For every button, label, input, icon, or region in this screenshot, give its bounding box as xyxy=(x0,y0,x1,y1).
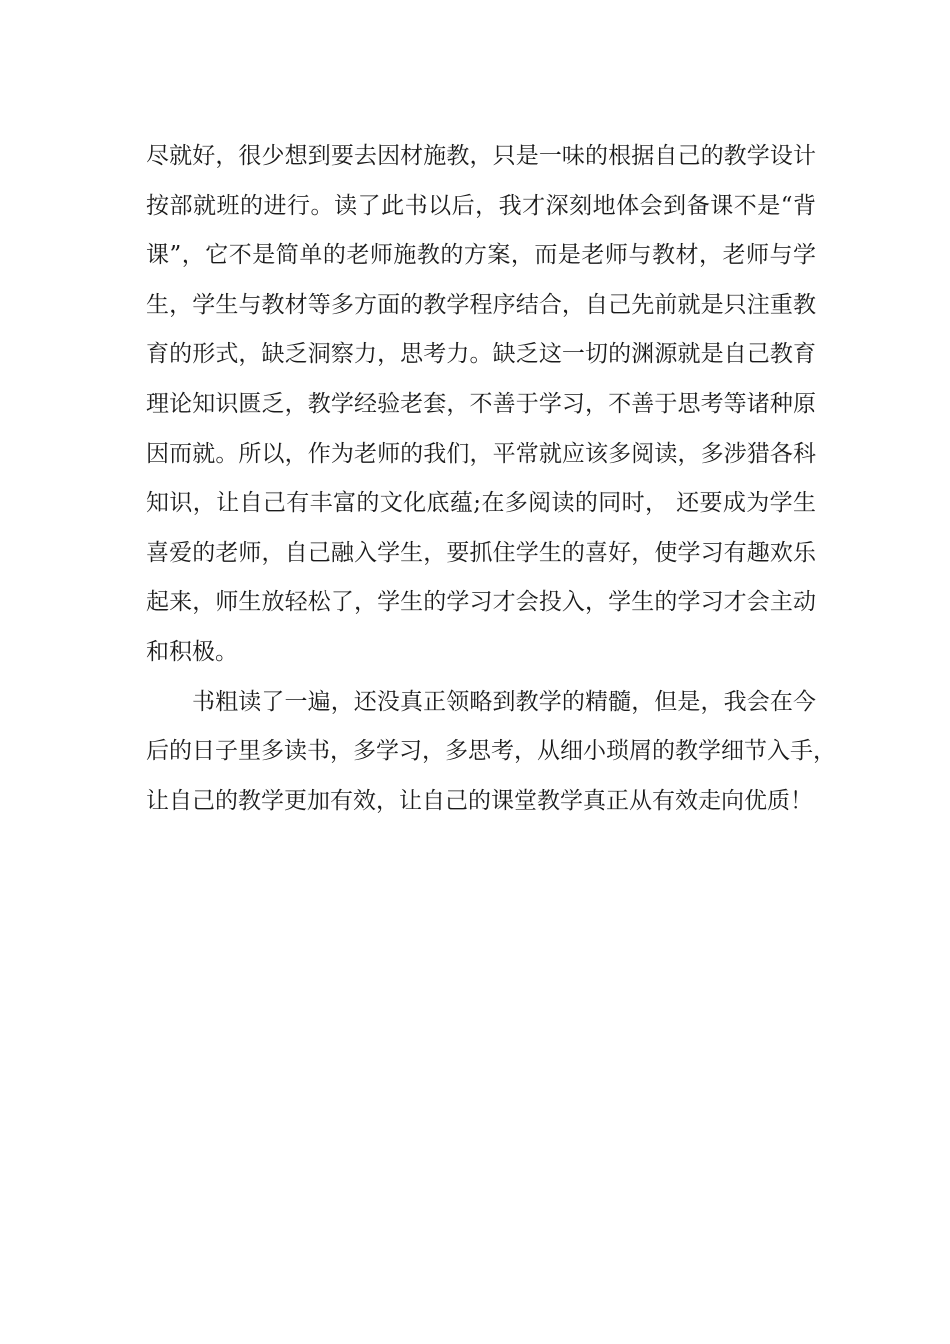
text-line: 课”，它不是简单的老师施教的方案，而是老师与教材，老师与学 xyxy=(146,242,816,269)
text-line: 育的形式，缺乏洞察力，思考力。缺乏这一切的渊源就是自己教育 xyxy=(146,341,816,368)
text-line: 按部就班的进行。读了此书以后，我才深刻地体会到备课不是“背 xyxy=(146,192,816,219)
paragraph-2 xyxy=(146,678,836,827)
text-line: 起来，师生放轻松了，学生的学习才会投入，学生的学习才会主动 xyxy=(146,589,816,616)
text-line: 喜爱的老师，自己融入学生，要抓住学生的喜好，使学习有趣欢乐 xyxy=(146,539,816,566)
text-line: 知识，让自己有丰富的文化底蕴;在多阅读的同时， 还要成为学生 xyxy=(146,490,816,517)
text-line: 让自己的教学更加有效，让自己的课堂教学真正从有效走向优质！ xyxy=(146,787,813,814)
text-line: 理论知识匮乏，教学经验老套，不善于学习，不善于思考等诸种原 xyxy=(146,390,816,417)
text-line: 和积极。 xyxy=(146,638,238,665)
text-line: 生，学生与教材等多方面的教学程序结合，自己先前就是只注重教 xyxy=(146,291,816,318)
text-line: 尽就好，很少想到要去因材施教，只是一味的根据自己的教学设计 xyxy=(146,143,816,169)
text-line: 后的日子里多读书，多学习，多思考，从细小琐屑的教学细节入手， xyxy=(146,738,836,765)
text-line: 因而就。所以，作为老师的我们，平常就应该多阅读，多涉猎各科 xyxy=(146,440,816,467)
paragraph-1 xyxy=(146,132,816,678)
document-body xyxy=(146,132,836,826)
text-line: 书粗读了一遍，还没真正领略到教学的精髓，但是，我会在今 xyxy=(192,688,816,715)
